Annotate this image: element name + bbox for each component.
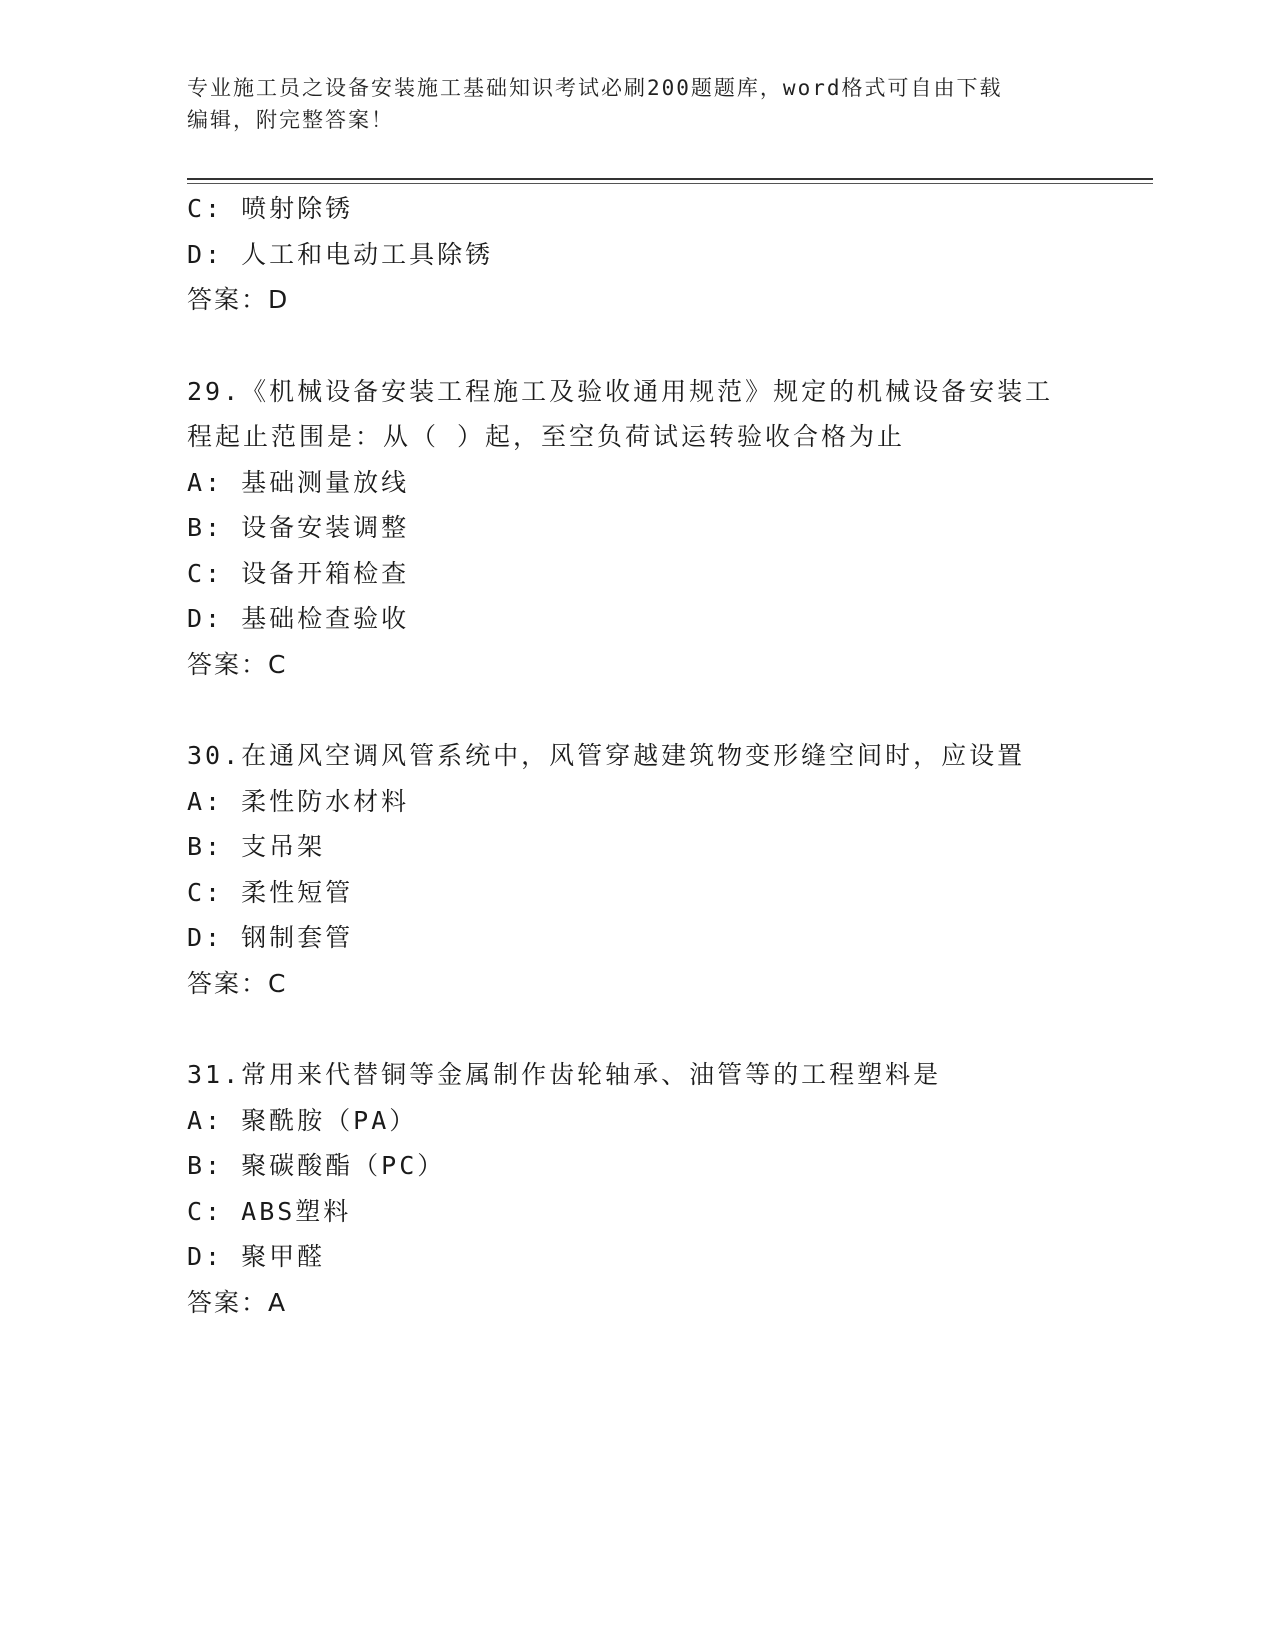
- q30-answer: 答案：C: [187, 968, 288, 998]
- document-header: [187, 72, 1087, 136]
- header-divider-thin: [187, 183, 1153, 184]
- q31-option-a: A: 聚酰胺（PA）: [187, 1105, 418, 1135]
- header-title-line2: 编辑，附完整答案！: [187, 108, 394, 132]
- q30-option-a: A: 柔性防水材料: [187, 786, 410, 816]
- question-list: [187, 186, 1147, 1325]
- spacer: [187, 687, 1147, 733]
- question-28: [187, 186, 1147, 323]
- q29-option-b: B: 设备安装调整: [187, 513, 410, 542]
- question-30: [187, 733, 1147, 1006]
- header-title-line1: 专业施工员之设备安装施工基础知识考试必刷200题题库，word格式可自由下载: [187, 76, 1003, 100]
- question-31: [187, 1052, 1147, 1325]
- q31-stem: 31.常用来代替铜等金属制作齿轮轴承、油管等的工程塑料是: [187, 1060, 942, 1089]
- q30-option-d: D: 钢制套管: [187, 923, 354, 952]
- q31-option-b: B: 聚碳酸酯（PC）: [187, 1151, 446, 1180]
- q28-answer: 答案：D: [187, 285, 290, 314]
- q31-answer: 答案：A: [187, 1287, 288, 1317]
- header-divider-thick: [187, 178, 1153, 180]
- q29-stem-line1: 29.《机械设备安装工程施工及验收通用规范》规定的机械设备安装工: [187, 376, 1054, 406]
- question-29: [187, 369, 1147, 688]
- q30-option-c: C: 柔性短管: [187, 877, 354, 907]
- q29-answer: 答案：C: [187, 649, 288, 679]
- spacer: [187, 323, 1147, 369]
- q28-option-c: C: 喷射除锈: [187, 194, 354, 223]
- q30-option-b: B: 支吊架: [187, 832, 326, 861]
- q31-option-c: C: ABS塑料: [187, 1196, 352, 1226]
- q31-option-d: D: 聚甲醛: [187, 1242, 326, 1271]
- q28-option-d: D: 人工和电动工具除锈: [187, 239, 494, 269]
- spacer: [187, 1006, 1147, 1052]
- q29-option-a: A: 基础测量放线: [187, 467, 410, 497]
- q29-option-c: C: 设备开箱检查: [187, 558, 410, 588]
- q29-option-d: D: 基础检查验收: [187, 604, 410, 633]
- q29-stem-line2: 程起止范围是：从（ ）起，至空负荷试运转验收合格为止: [187, 422, 906, 451]
- q30-stem: 30.在通风空调风管系统中，风管穿越建筑物变形缝空间时，应设置: [187, 741, 1026, 770]
